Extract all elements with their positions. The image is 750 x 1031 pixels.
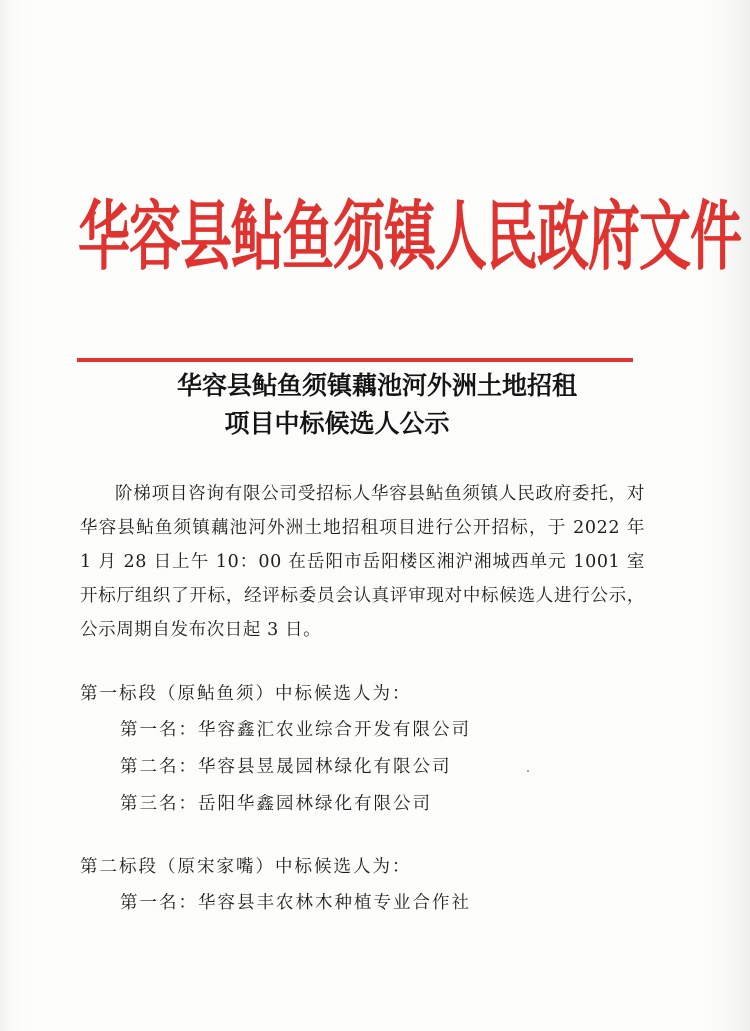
red-divider-rule bbox=[77, 358, 633, 362]
paper-speck bbox=[527, 770, 529, 772]
section-1-candidate-1: 第一名：华容鑫汇农业综合开发有限公司 bbox=[120, 720, 471, 740]
body-paragraph: 阶梯项目咨询有限公司受招标人华容县鲇鱼须镇人民政府委托，对华容县鲇鱼须镇藕池河外洲土地招租项目进行公开招标，于 2022 年 1 月 28 日上午 10：00 在岳阳市岳阳楼区湘沪湘城西单元 1001 室开标厅组织了开标，经评标委员会认真评审现对中标候选人进行公示，公示周期自发布次日起 3 日。 bbox=[80, 484, 645, 640]
issuer-header-title: 华容县鲇鱼须镇人民政府文件 bbox=[78, 193, 742, 282]
section-1-candidate-2: 第二名：华容县昱晟园林绿化有限公司 bbox=[120, 757, 452, 777]
section-1-heading: 第一标段（原鲇鱼须）中标候选人为： bbox=[80, 684, 412, 704]
document-title-line-1: 华容县鲇鱼须镇藕池河外洲土地招租 bbox=[176, 371, 577, 400]
document-title-line-2: 项目中标候选人公示 bbox=[224, 409, 450, 438]
section-1-candidate-3: 第三名：岳阳华鑫园林绿化有限公司 bbox=[120, 794, 432, 814]
section-2-candidate-1: 第一名：华容县丰农林木种植专业合作社 bbox=[120, 893, 471, 913]
section-2-heading: 第二标段（原宋家嘴）中标候选人为： bbox=[80, 857, 412, 877]
